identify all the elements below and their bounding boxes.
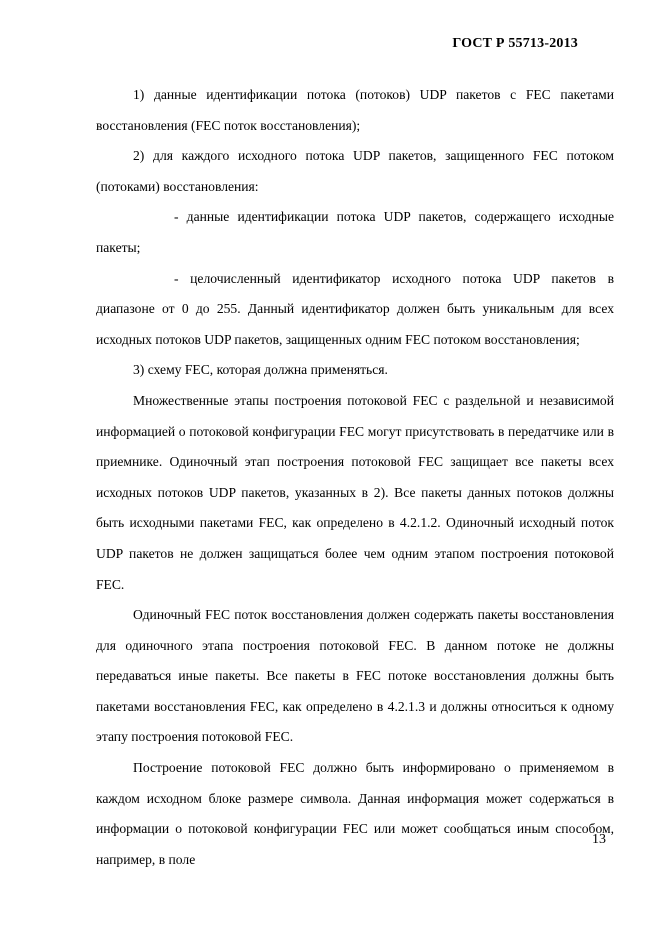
document-body (96, 80, 614, 875)
sub-item-stream-id: - данные идентификации потока UDP пакетов, содержащего исходные пакеты; (96, 209, 614, 255)
page-number: 13 (592, 832, 606, 847)
list-item-3: 3) схему FEC, которая должна применяться. (133, 362, 388, 378)
standard-header: ГОСТ Р 55713-2013 (452, 36, 578, 51)
paragraph-symbol-size: Построение потоковой FEC должно быть информировано о применяемом в каждом исходном блоке размере символа. Данная информация может содержаться в информации о потоковой конфигурации FEC или может сообщаться иным способом, например, в поле (96, 760, 614, 867)
paragraph-multiple-stages: Множественные этапы построения потоковой FEC с раздельной и независимой информацией о потоковой конфигурации FEC могут присутствовать в передатчике или в приемнике. Одиночный этап построения потоковой FEC защищает все пакеты всех исходных потоков UDP пакетов, указанных в 2). Все пакеты данных потоков должны быть исходными пакетами FEC, как определено в 4.2.1.2. Одиночный исходный поток UDP пакетов не должен защищаться более чем одним этапом построения потоковой FEC. (96, 392, 614, 592)
paragraph-repair-stream: Одиночный FEC поток восстановления должен содержать пакеты восстановления для одиночного этапа построения потоковой FEC. В данном потоке не должны передаваться иные пакеты. Все пакеты в FEC потоке восстановления должны быть пакетами восстановления FEC, как определено в 4.2.1.3 и должны относиться к одному этапу построения потоковой FEC. (96, 607, 614, 745)
list-item-1: 1) данные идентификации потока (потоков) UDP пакетов с FEC пакетами восстановления (FEC поток восстановления); (96, 87, 614, 133)
sub-item-integer-id: - целочисленный идентификатор исходного потока UDP пакетов в диапазоне от 0 до 255. Данный идентификатор должен быть уникальным для всех исходных потоков UDP пакетов, защищенных одним FEC потоком восстановления; (96, 270, 614, 347)
list-item-2: 2) для каждого исходного потока UDP пакетов, защищенного FEC потоком (потоками) восстановления: (96, 148, 614, 194)
